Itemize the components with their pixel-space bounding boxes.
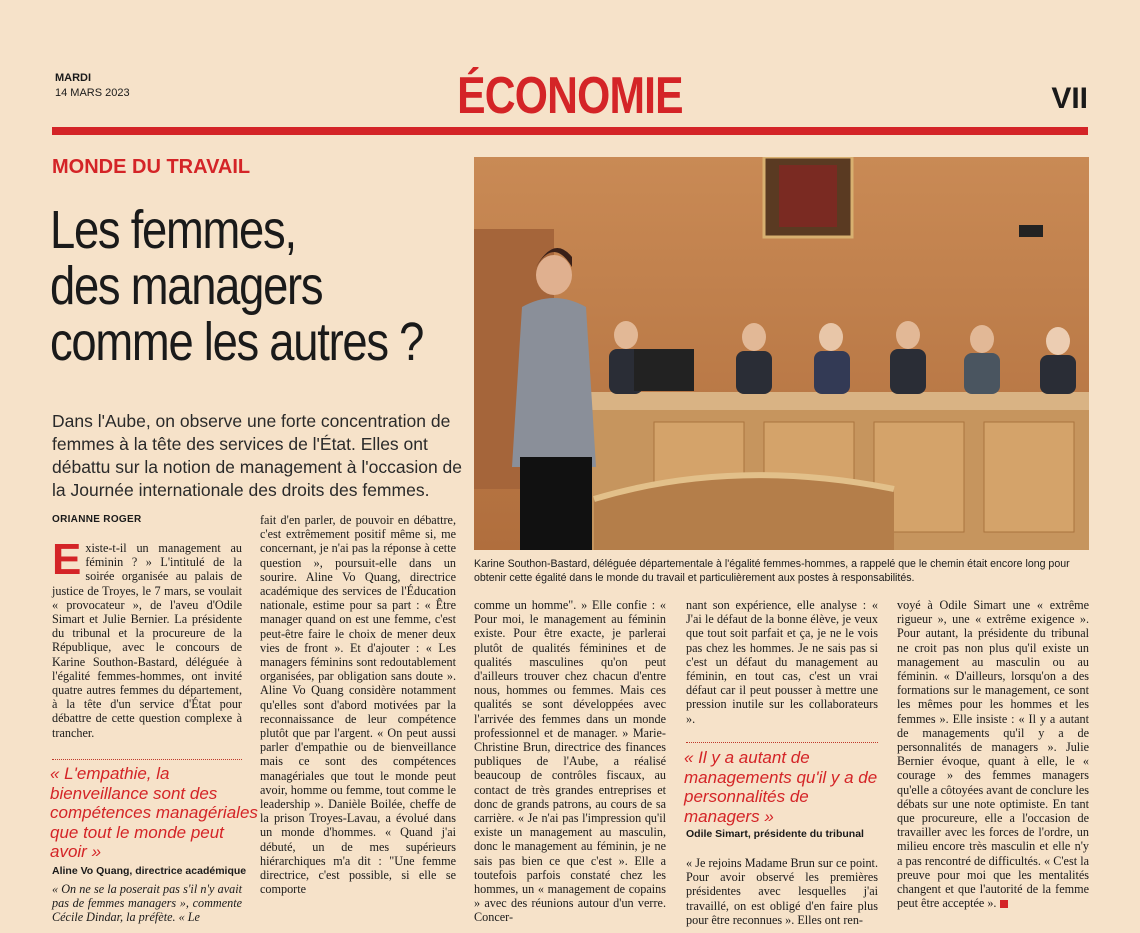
- edition-date: 14 MARS 2023: [55, 87, 130, 99]
- pullquote-1: « L'empathie, la bienveillance sont des compétences managériales que tout le monde peut avoir »: [50, 764, 258, 861]
- column-text: xiste-t-il un management au féminin ? » L'intitulé de la soirée organisée au palais de justice de Troyes, le 7 mars, se voulait « provocateur », de l'aveu d'Odile Simart et Julie Bernier. La présidente du tribunal et la procureure de la République, avec le concours de Karine Southon-Bastard, déléguée à l'égalité femmes-hommes, ont invité quatre autres femmes du département, à la tête d'un service d'État pour débattre de cette question complexe à trancher.: [52, 541, 242, 740]
- pullquote-rule: [52, 759, 242, 760]
- column-text: fait d'en parler, de pouvoir en débattre, c'est extrêmement positif même si, me concernant, je n'ai pas la réponse à cette question », poursuit-elle dans un sourire. Aline Vo Quang, directrice académique des services de l'Éducation nationale, estime pour sa part : « Être manager quand on est une femme, c'est peut-être faire le choix de mener deux vies de front ». Et d'ajouter : « Les managers féminins sont redoutablement organisées, par obligation sans doute ». Aline Vo Quang considère notamment qu'elles sont d'abord motivées par la reconnaissance de leur compétence plutôt que par l'argent. « On peut aussi parler d'empathie ou de bienveillance mais ce sont des compétences managériales que tout le monde peut avoir, homme ou femme, tout comme le leadership ». Danièle Boilée, cheffe de la prison Troyes-Lavau, a évolué dans un monde d'hommes. « Quand j'ai débuté, un de mes supérieurs hiérarchiques m'a dit : "Une femme directrice, c'est possible, si elle se comporte: [260, 513, 456, 897]
- body-column-4-tail: [686, 856, 878, 927]
- laptop: [634, 349, 694, 391]
- pullquote-rule: [686, 742, 878, 743]
- pullquote-2: « Il y a autant de managements qu'il y a de personnalités de managers »: [684, 748, 878, 826]
- wall-clock: [1019, 225, 1043, 237]
- body-column-1-tail: [52, 882, 242, 925]
- column-text: voyé à Odile Simart une « extrême rigueur », une « extrême exigence ». Pour autant, la présidente du tribunal ne croit pas non plus qu'il existe un management au masculin ou au féminin. « D'ailleurs, lorsqu'on a des formations sur le management, ce sont les mêmes pour les hommes et les femmes ». Elle insiste : « Il y a autant de managements qu'il y a de personnalités de managers ». Julie Bernier évoque, quant à elle, le « courage » des femmes managers qu'elle a côtoyées avant de conclure les débats sur une note optimiste. En tant que procureure, elle a l'occasion de travailler avec les forces de l'ordre, un milieu encore très masculin et elle n'y a pas rencontré de difficultés. « C'est la preuve pour moi que les mentalités changent et que l'autorité de la femme peut être acceptée ».: [897, 598, 1089, 911]
- article-byline: ORIANNE ROGER: [52, 514, 142, 525]
- headline-line: comme les autres ?: [50, 312, 424, 372]
- section-title: ÉCONOMIE: [457, 67, 683, 125]
- body-column-1: [52, 535, 242, 740]
- headline-line: Les femmes,: [50, 200, 296, 260]
- column-text: nant son expérience, elle analyse : « J'ai le défaut de la bonne élève, je veux que tout soit parfait et ça, je ne le vois pas chez les hommes. Je ne sais pas si c'est un défaut du management au féminin, en tout cas, c'est un vrai défaut car il peut pousser à mettre une pression inutile sur les collaborateurs ».: [686, 598, 878, 726]
- body-column-2: [260, 513, 456, 896]
- column-text: « On ne se la poserait pas s'il n'y avait pas de femmes managers », commente Cécile Dindar, la préfète. « Le: [52, 882, 242, 925]
- end-mark-icon: [1000, 900, 1008, 908]
- bench-top: [584, 392, 1089, 410]
- body-column-5: [897, 598, 1089, 910]
- body-column-4: [686, 598, 878, 726]
- article-kicker: MONDE DU TRAVAIL: [52, 156, 251, 178]
- body-column-3: [474, 598, 666, 925]
- edition-day: MARDI: [55, 72, 92, 84]
- page-number: VII: [1051, 82, 1088, 115]
- article-headline: [50, 200, 424, 372]
- column-text: « Je rejoins Madame Brun sur ce point. Pour avoir observé les premières présidentes avec lesquelles j'ai travaillé, on est obligé d'en faire plus pour être reconnues ». Elles ont ren-: [686, 856, 878, 927]
- headline-line: des managers: [50, 256, 323, 316]
- drop-cap: E: [52, 535, 82, 584]
- column-text: comme un homme". » Elle confie : « Pour moi, le management au féminin existe. Pour être exacte, je parlerai plutôt de qualités féminines et de qualités masculines qu'on peut d'ailleurs trouver chez chacun d'entre nous, hommes ou femmes. Mais ces qualités se sont développées avec l'arrivée des femmes dans un monde professionnel et de manager. » Marie-Christine Brun, directrice des finances publiques de l'Aube, a réalisé beaucoup de contrôles fiscaux, au contact de très grandes entreprises et donc de grands patrons, au cours de sa carrière. « Je n'ai pas l'impression qu'il existe un management au masculin, donc le management au féminin, je ne sais pas bien ce que c'est ». Elle a toutefois parfois constaté chez les hommes, un « management de copains » avec des réunions autour d'un verre. Concer-: [474, 598, 666, 925]
- pullquote-2-author: Odile Simart, présidente du tribunal: [686, 828, 864, 840]
- article-lead: Dans l'Aube, on observe une forte concentration de femmes à la tête des services de l'État. Elles ont débattu sur la notion de management à l'occasion de la Journée internationale des droits des femmes.: [52, 411, 463, 500]
- header-rule: [52, 127, 1088, 135]
- article-photo: [474, 157, 1089, 550]
- photo-caption: Karine Southon-Bastard, déléguée départementale à l'égalité femmes-hommes, a rappelé que le chemin était encore long pour obtenir cette égalité dans le monde du travail et particulièrement aux postes à responsabilités.: [474, 558, 1070, 584]
- pullquote-1-author: Aline Vo Quang, directrice académique: [52, 865, 247, 877]
